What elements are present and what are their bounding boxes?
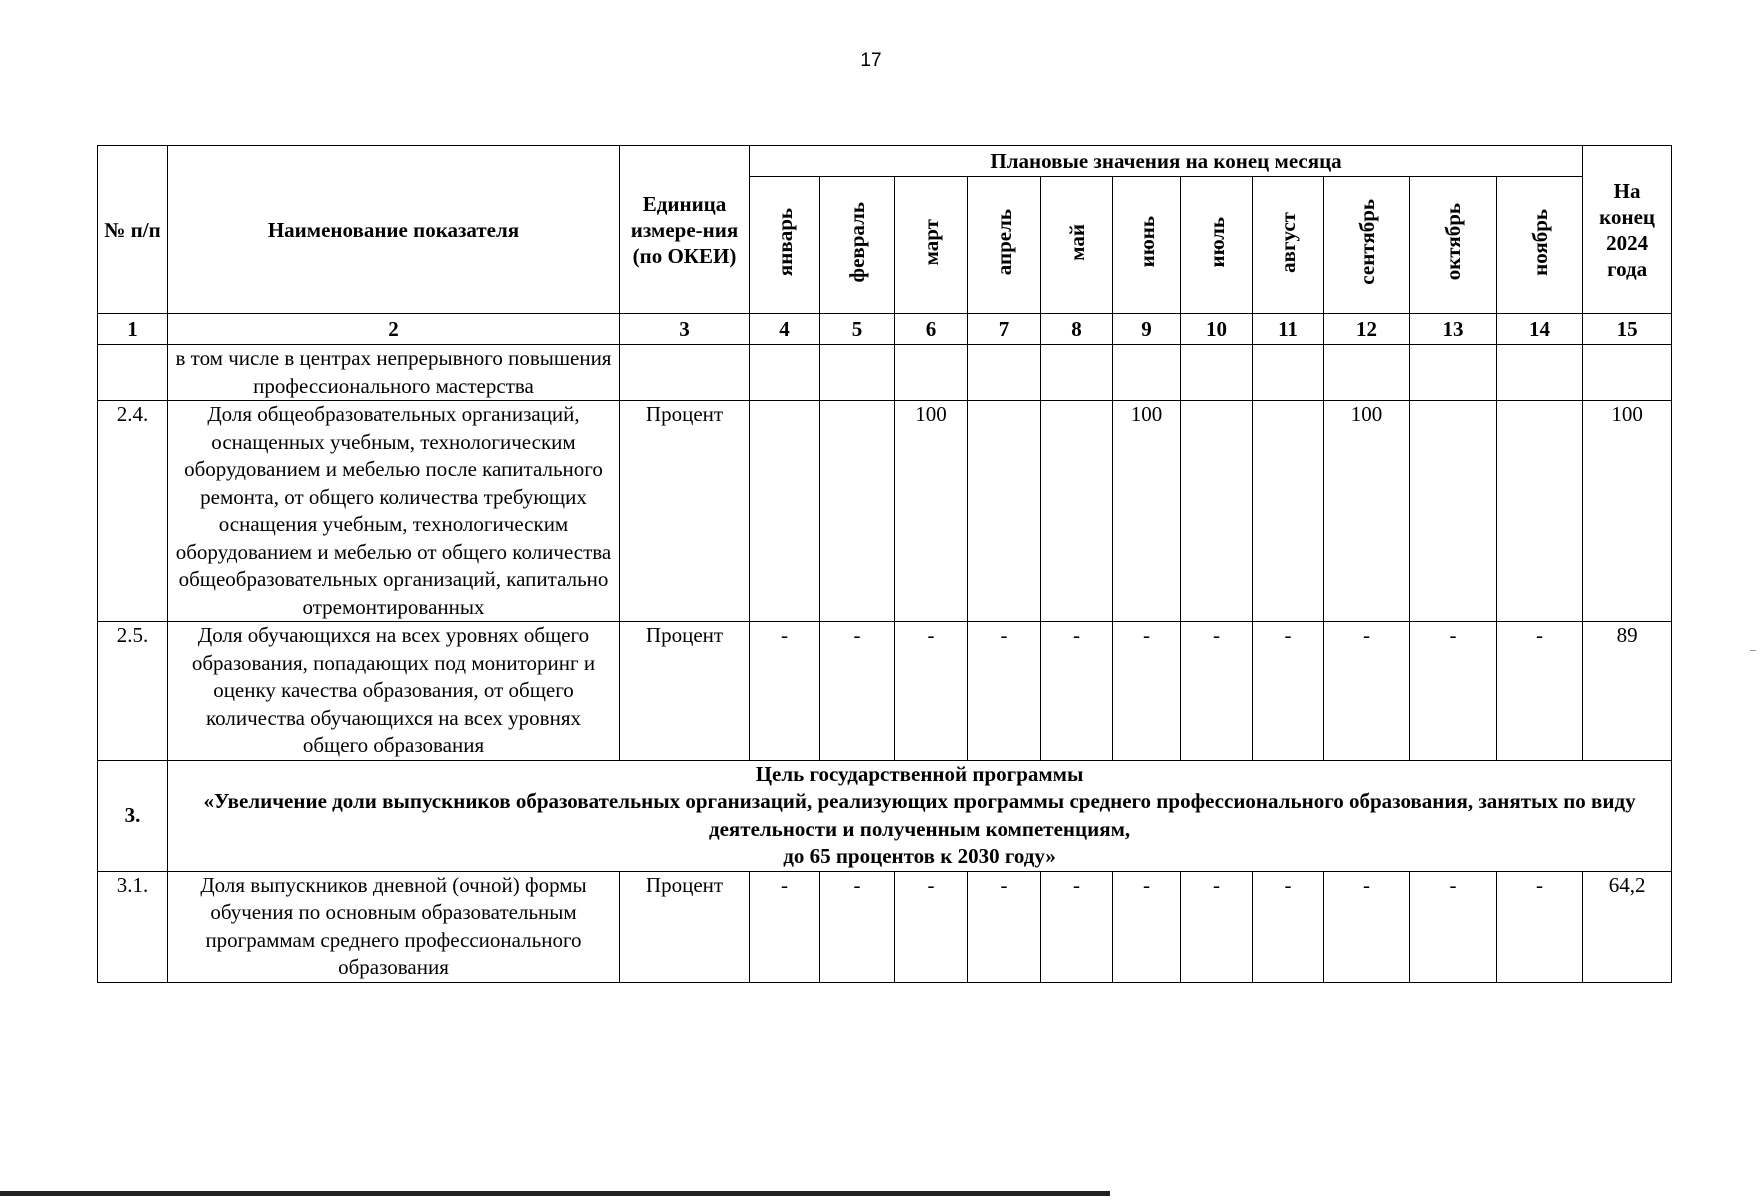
col-number: 3 <box>620 314 750 345</box>
col-name-header: Наименование показателя <box>168 146 620 314</box>
month-value <box>1497 345 1583 401</box>
column-number-row <box>98 314 1672 345</box>
month-value: - <box>1253 871 1324 982</box>
month-value: - <box>1041 871 1113 982</box>
month-header: апрель <box>968 177 1041 314</box>
year-end-value <box>1583 345 1672 401</box>
month-value <box>1181 401 1253 622</box>
col-number: 6 <box>895 314 968 345</box>
month-value <box>1181 345 1253 401</box>
unit-cell <box>620 345 750 401</box>
col-end-header: На конец 2024 года <box>1583 146 1672 314</box>
month-value <box>750 345 820 401</box>
col-number: 9 <box>1113 314 1181 345</box>
col-number: 15 <box>1583 314 1672 345</box>
row-num <box>98 345 168 401</box>
col-num-header: № п/п <box>98 146 168 314</box>
month-value: - <box>1181 622 1253 761</box>
col-number: 8 <box>1041 314 1113 345</box>
row-num: 3.1. <box>98 871 168 982</box>
month-header: март <box>895 177 968 314</box>
month-value: 100 <box>895 401 968 622</box>
month-value: - <box>1113 871 1181 982</box>
month-header: июль <box>1181 177 1253 314</box>
col-number: 7 <box>968 314 1041 345</box>
indicator-name: Доля выпускников дневной (очной) формы обучения по основным образовательным программам среднего профессионального образования <box>168 871 620 982</box>
table-row <box>98 401 1672 622</box>
month-value <box>820 401 895 622</box>
month-value: - <box>750 622 820 761</box>
goal-title: Цель государственной программы <box>755 761 1084 786</box>
month-value: - <box>820 871 895 982</box>
goal-target: до 65 процентов к 2030 году» <box>783 844 1056 868</box>
col-number: 11 <box>1253 314 1324 345</box>
unit-cell: Процент <box>620 622 750 761</box>
col-unit-header: Единица измере-ния (по ОКЕИ) <box>620 146 750 314</box>
month-value: - <box>968 871 1041 982</box>
month-value: - <box>895 622 968 761</box>
month-value: - <box>1324 871 1410 982</box>
year-end-value: 89 <box>1583 622 1672 761</box>
month-value: - <box>1410 871 1497 982</box>
month-value <box>1324 345 1410 401</box>
month-value <box>968 401 1041 622</box>
col-number: 14 <box>1497 314 1583 345</box>
month-value <box>750 401 820 622</box>
month-value <box>968 345 1041 401</box>
month-header: октябрь <box>1410 177 1497 314</box>
month-value: - <box>968 622 1041 761</box>
unit-cell: Процент <box>620 401 750 622</box>
month-header: февраль <box>820 177 895 314</box>
col-number: 4 <box>750 314 820 345</box>
month-header: сентябрь <box>1324 177 1410 314</box>
goal-num: 3. <box>98 760 168 871</box>
col-number: 2 <box>168 314 620 345</box>
month-value: - <box>1181 871 1253 982</box>
col-number: 12 <box>1324 314 1410 345</box>
table-row <box>98 622 1672 761</box>
goal-text <box>168 760 1672 871</box>
month-value: - <box>1041 622 1113 761</box>
year-end-value: 100 <box>1583 401 1672 622</box>
indicator-name: в том числе в центрах непрерывного повышения профессионального мастерства <box>168 345 620 401</box>
year-end-value: 64,2 <box>1583 871 1672 982</box>
unit-cell: Процент <box>620 871 750 982</box>
indicator-name: Доля общеобразовательных организаций, оснащенных учебным, технологическим оборудованием и мебелью после капитального ремонта, от общего количества требующих оснащения учебным, технологическим оборудованием и мебелью от общего количества общеобразовательных организаций, капитально отремонтированных <box>168 401 620 622</box>
plan-group-header: Плановые значения на конец месяца <box>750 146 1583 177</box>
month-value: 100 <box>1324 401 1410 622</box>
plan-values-table <box>97 145 1672 983</box>
scan-mark <box>1750 650 1756 651</box>
month-value: - <box>1253 622 1324 761</box>
month-header: январь <box>750 177 820 314</box>
month-value <box>1410 401 1497 622</box>
month-value: 100 <box>1113 401 1181 622</box>
col-number: 13 <box>1410 314 1497 345</box>
col-number: 1 <box>98 314 168 345</box>
month-value <box>1497 401 1583 622</box>
col-number: 5 <box>820 314 895 345</box>
row-num: 2.4. <box>98 401 168 622</box>
month-value: - <box>1113 622 1181 761</box>
month-header: август <box>1253 177 1324 314</box>
month-value: - <box>1324 622 1410 761</box>
month-header: ноябрь <box>1497 177 1583 314</box>
header-row <box>98 146 1672 177</box>
scan-edge-line <box>0 1191 1110 1196</box>
month-value: - <box>1410 622 1497 761</box>
month-value: - <box>895 871 968 982</box>
indicator-name: Доля обучающихся на всех уровнях общего образования, попадающих под мониторинг и оценку качества образования, от общего количества обучающихся на всех уровнях общего образования <box>168 622 620 761</box>
page-number: 17 <box>860 50 882 71</box>
month-value <box>820 345 895 401</box>
month-header: июнь <box>1113 177 1181 314</box>
month-value <box>1041 401 1113 622</box>
month-value: - <box>750 871 820 982</box>
month-value <box>1041 345 1113 401</box>
row-num: 2.5. <box>98 622 168 761</box>
month-value <box>1253 401 1324 622</box>
month-header: май <box>1041 177 1113 314</box>
month-value <box>1253 345 1324 401</box>
table-row <box>98 345 1672 401</box>
table-row <box>98 871 1672 982</box>
month-value <box>1113 345 1181 401</box>
col-number: 10 <box>1181 314 1253 345</box>
month-value: - <box>1497 622 1583 761</box>
month-value: - <box>1497 871 1583 982</box>
goal-statement: «Увеличение доли выпускников образовательных организаций, реализующих программы среднего профессионального образования, занятых по виду деятельности и полученным компетенциям, <box>203 789 1636 841</box>
goal-row <box>98 760 1672 871</box>
month-value: - <box>820 622 895 761</box>
month-value <box>1410 345 1497 401</box>
month-value <box>895 345 968 401</box>
